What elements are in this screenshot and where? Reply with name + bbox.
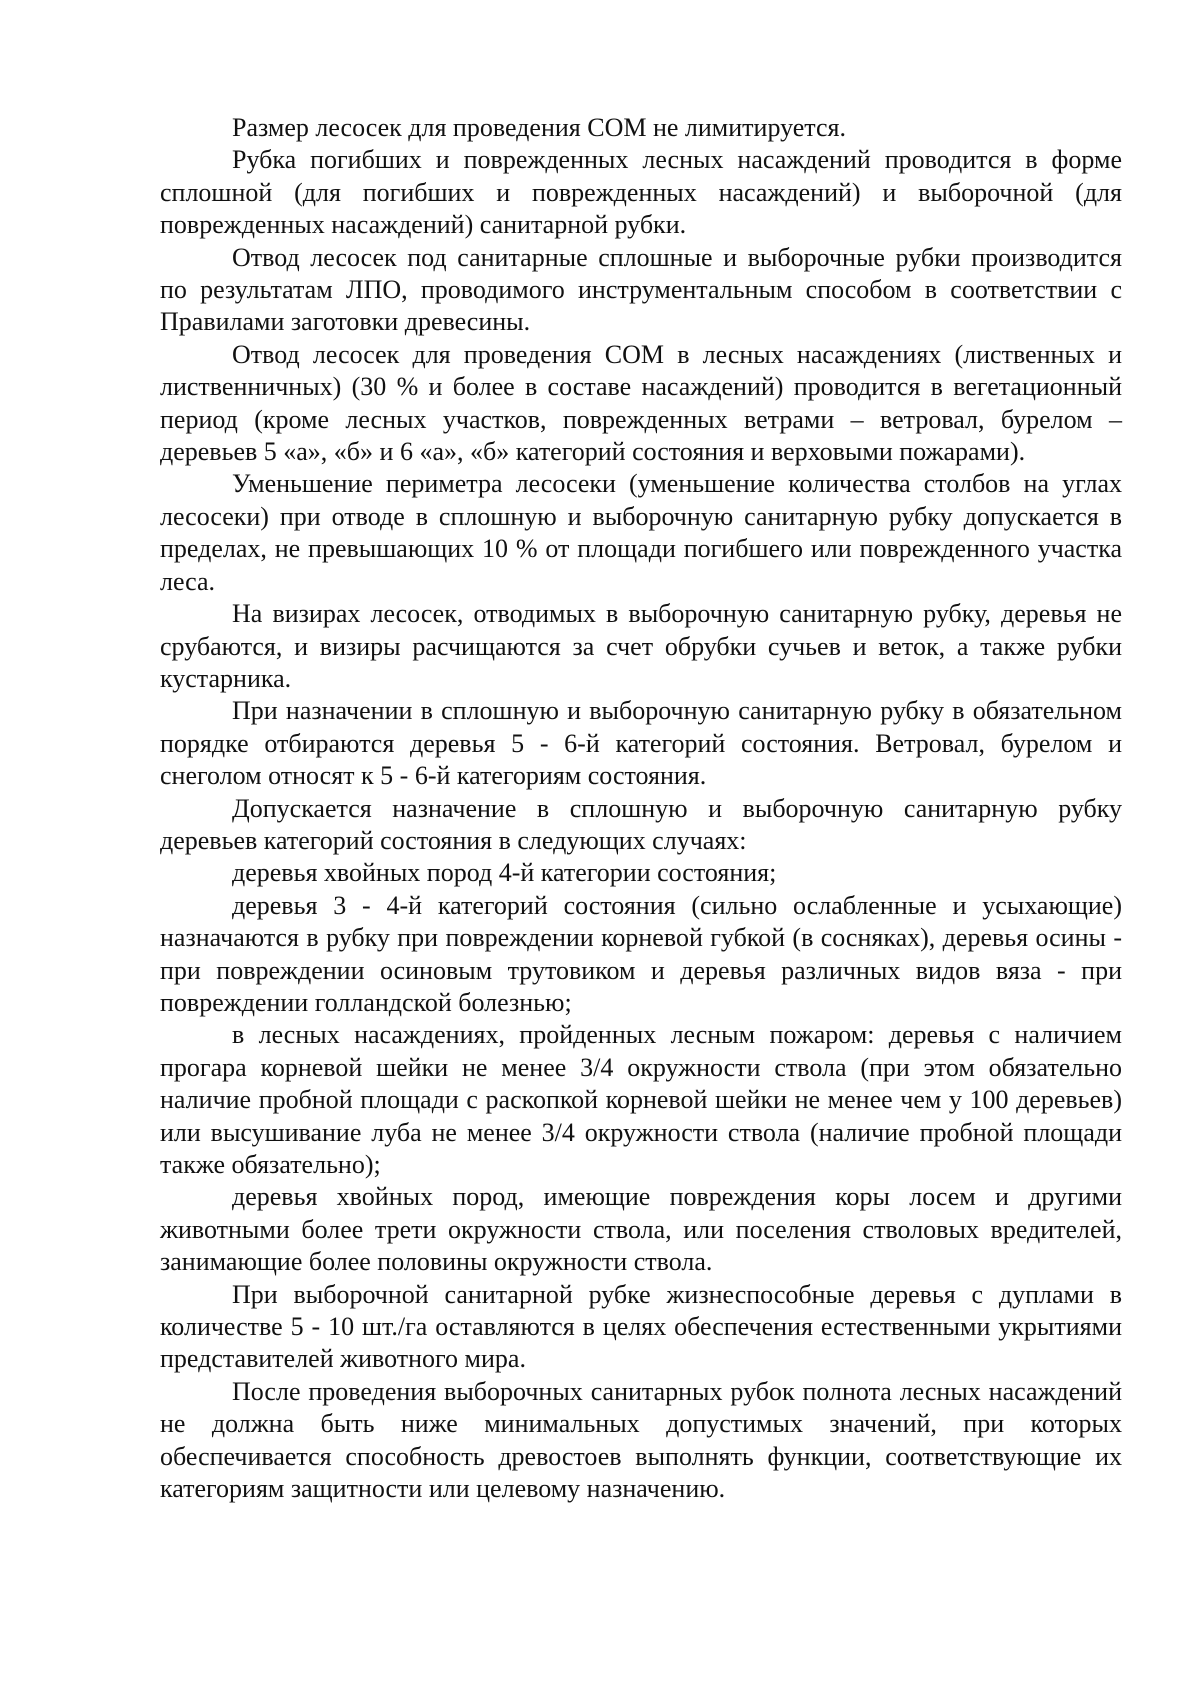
paragraph-stand-density: После проведения выборочных санитарных рубок полнота лесных насаждений не должна быть ниже минимальных допустимых значений, при которых обеспечивается способность древостоев выполнять функции, соответствующие их категориям защитности или целевому назначению. xyxy=(160,1376,1122,1504)
list-item-conifers: деревья хвойных пород 4-й категории состояния; xyxy=(232,858,777,888)
paragraph-sight-lines: На визирах лесосек, отводимых в выборочную санитарную рубку, деревья не срубаются, и визиры расчищаются за счет обрубки сучьев и веток, а также рубки кустарника. xyxy=(160,599,1122,693)
paragraph-lot-allocation: Отвод лесосек под санитарные сплошные и выборочные рубки производится по результатам ЛПО, проводимого инструментальным способом в соответствии с Правилами заготовки древесины. xyxy=(160,242,1122,337)
list-item-diseased-trees: деревья 3 - 4-й категорий состояния (сильно ослабленные и усыхающие) назначаются в рубку при повреждении корневой губкой (в сосняках), деревья осины - при повреждении осиновым трутовиком и деревья различных видов вяза - при повреждении голландской болезнью; xyxy=(160,890,1122,1017)
list-item-bark-damage: деревья хвойных пород, имеющие повреждения коры лосем и другими животными более трети окружности ствола, или поселения стволовых вредителей, занимающие более половины окружности ствола. xyxy=(160,1182,1122,1277)
paragraph-lot-size: Размер лесосек для проведения СОМ не лимитируется. xyxy=(232,113,846,142)
paragraph-vegetation-period: Отвод лесосек для проведения СОМ в лесных насаждениях (лиственных и лиственничных) (30 % и более в составе насаждений) проводится в вегетационный период (кроме лесных участков, поврежденных ветрами – ветровал, бурелом – деревьев 5 «а», «б» и 6 «а», «б» категорий состояния и верховыми пожарами). xyxy=(160,339,1122,467)
list-item-fire-damage: в лесных насаждениях, пройденных лесным пожаром: деревья с наличием прогара корневой шейки не менее 3/4 окружности ствола (при этом обязательно наличие пробной площади с раскопкой корневой шейки не менее чем у 100 деревьев) или высушивание луба не менее 3/4 окружности ствола (наличие пробной площади также обязательно); xyxy=(160,1020,1122,1179)
paragraph-hollow-trees: При выборочной санитарной рубке жизнеспособные деревья с дуплами в количестве 5 - 10 шт./га оставляются в целях обеспечения естественными укрытиями представителей животного мира. xyxy=(160,1279,1122,1374)
document-page xyxy=(160,112,1122,1505)
paragraph-mandatory-selection: При назначении в сплошную и выборочную санитарную рубку в обязательном порядке отбираются деревья 5 - 6-й категорий состояния. Ветровал, бурелом и снеголом относят к 5 - 6-й категориям состояния. xyxy=(160,696,1122,791)
paragraph-perimeter-reduction: Уменьшение периметра лесосеки (уменьшение количества столбов на углах лесосеки) при отводе в сплошную и выборочную санитарную рубку допускается в пределах, не превышающих 10 % от площади погибшего или поврежденного участка леса. xyxy=(160,469,1122,596)
paragraph-felling-form: Рубка погибших и поврежденных лесных насаждений проводится в форме сплошной (для погибших и поврежденных насаждений) и выборочной (для поврежденных насаждений) санитарной рубки. xyxy=(160,145,1122,240)
paragraph-allowed-cases: Допускается назначение в сплошную и выборочную санитарную рубку деревьев категорий состояния в следующих случаях: xyxy=(160,793,1122,855)
